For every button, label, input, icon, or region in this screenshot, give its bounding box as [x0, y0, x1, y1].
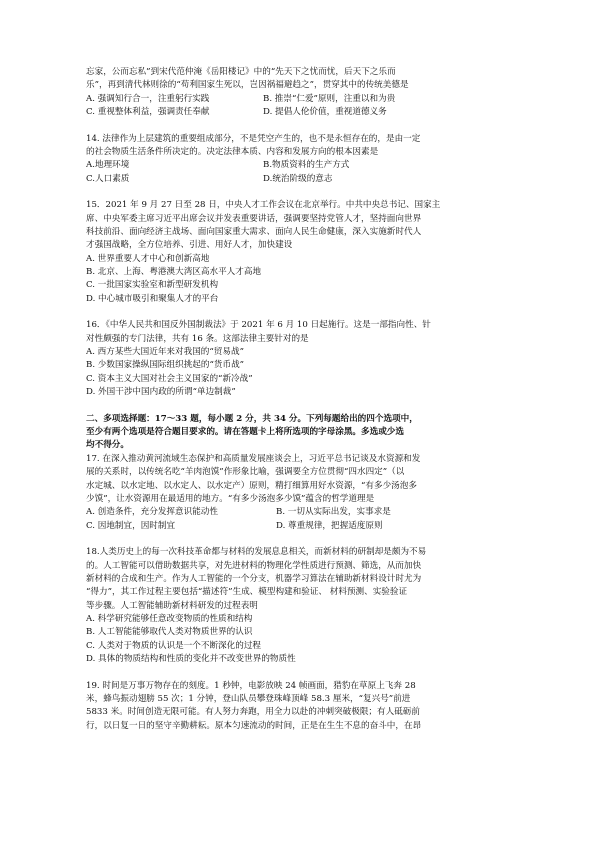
option-c[interactable]: C. 一批国家实验室和新型研发机构 [86, 280, 219, 291]
option-a[interactable]: A. 世界重要人才中心和创新高地 [86, 253, 210, 264]
option-b[interactable]: B. 推崇“仁爱”原则，注重以和为贵 [263, 93, 396, 104]
question-15-line-1: 15．2021 年 9 月 27 日至 28 日，中央人才工作会议在北京举行。中共中央总书记、国家主 [86, 200, 441, 211]
question-17-line-4: 少馍”，让水资源用在最适用的地方。“有多少汤泡多少馍”蕴含的哲学道理是 [86, 493, 375, 504]
option-d[interactable]: D. 提倡人伦价值，重视道德义务 [263, 107, 387, 118]
question-17-options-row-2 [86, 520, 521, 533]
question-14-options-row-2 [86, 173, 521, 186]
question-16 [86, 319, 521, 399]
option-a[interactable]: A. 科学研究能够任意改变物质的性质和结构 [86, 614, 253, 625]
option-c[interactable]: C. 资本主义大国对社会主义国家的“新冷战” [86, 373, 253, 384]
option-a[interactable]: A. 创造条件，充分发挥意识能动性 [86, 507, 218, 518]
question-18-line-4: “得力”，其工作过程主要包括“描述符”生成、模型构建和验证、 材料预测、实验验证 [86, 587, 408, 598]
option-d[interactable]: D. 尊重规律，把握适度原则 [276, 520, 383, 531]
option-b[interactable]: B. 北京、上海、粤港澳大湾区高水平人才高地 [86, 267, 262, 278]
section-2-heading [86, 413, 521, 453]
option-c[interactable]: C. 人类对于物质的认识是一个不断深化的过程 [86, 640, 262, 651]
question-17-line-3: 水定城、以水定地、以水定人、以水定产）原则，精打细算用好水资源，“有多少汤泡多 [86, 480, 417, 491]
question-13-options-row-2 [86, 106, 521, 119]
option-b[interactable]: B.物质资料的生产方式 [263, 160, 350, 171]
question-16-line-1: 16．《中华人民共和国反外国制裁法》于 2021 年 6 月 10 日起施行。这是一部指向性、针 [86, 320, 431, 331]
question-17-options-row-1 [86, 506, 521, 519]
question-13 [86, 66, 521, 120]
option-b[interactable]: B. 一切从实际出发，实事求是 [276, 507, 391, 518]
question-15-line-2: 席、中央军委主席习近平出席会议并发表重要讲话，强调要坚持党管人才，坚持面向世界 [86, 213, 422, 224]
option-d[interactable]: D. 中心城市吸引和聚集人才的平台 [86, 293, 219, 304]
option-a[interactable]: A.地理环境 [86, 160, 130, 171]
question-18-line-5: 等步骤。人工智能辅助新材料研发的过程表明 [86, 600, 258, 611]
question-17-line-1: 17. 在深入推动黄河流域生态保护和高质量发展座谈会上，习近平总书记谈及水资源和发 [86, 453, 421, 464]
question-18-line-3: 新材料的合成和生产。作为人工智能的一个分支，机器学习算法在辅助新材料设计时尤为 [86, 573, 422, 584]
option-b[interactable]: B. 少数国家操纵国际组织挑起的“货币战” [86, 360, 245, 371]
option-a[interactable]: A. 强调知行合一，注重躬行实践 [86, 93, 210, 104]
question-14-options-row-1 [86, 159, 521, 172]
question-18-line-1: 18.人类历史上的每一次科技革命都与材料的发展息息相关，而新材料的研制却是颇为不易 [86, 547, 427, 558]
question-14-line-2: 的社会物质生活条件所决定的。决定法律本质、内容和发展方向的根本因素是 [86, 146, 379, 157]
question-13-line-1: 忘家，公而忘私”到宋代范仲淹《岳阳楼记》中的“先天下之忧而忧，后天下之乐而 [86, 67, 396, 77]
question-15-line-4: 才强国战略，全方位培养、引进、用好人才，加快建设 [86, 240, 293, 251]
question-16-line-2: 对性颇强的专门法律，共有 16 条。这部法律主要针对的是 [86, 333, 309, 344]
option-b[interactable]: B. 人工智能能够取代人类对物质世界的认识 [86, 627, 253, 638]
question-13-options-row-1 [86, 93, 521, 106]
question-19-line-1: 19. 时间是万事万物存在的刻度。1 秒钟，电影放映 24 帧画面，猎豹在草原上飞奔 28 [86, 680, 416, 691]
option-d[interactable]: D. 具体的物质结构和性质的变化并不改变世界的物质性 [86, 654, 296, 665]
question-18-line-2: 的。人工智能可以借助数据共享，对先进材料的物理化学性质进行预测、筛选，从而加快 [86, 560, 422, 571]
question-17 [86, 453, 521, 533]
option-c[interactable]: C. 重视整体利益，强调责任奉献 [86, 107, 210, 118]
question-13-line-2: 乐”，再到清代林则徐的“苟利国家生死以，岂因祸福避趋之”，贯穿其中的传统美德是 [86, 80, 409, 91]
question-19-line-3: 5833 米。时间创造无限可能。有人努力奔跑，用全力以赴的冲刺突破极限；有人砥砺前 [86, 707, 420, 718]
question-14-line-1: 14. 法律作为上层建筑的重要组成部分，不是凭空产生的，也不是永恒存在的，是由一定 [86, 133, 421, 144]
question-17-line-2: 展的关系时，以传统名吃“羊肉泡馍”作形象比喻，强调要全方位贯彻“四水四定”（以 [86, 467, 405, 478]
section-2-line-1: 二、多项选择题：17～33 题，每小题 2 分，共 34 分。下列每题给出的四个选项中， [86, 413, 418, 424]
question-14 [86, 133, 521, 187]
exam-page [86, 66, 521, 733]
option-d[interactable]: D.统治阶级的意志 [263, 173, 333, 184]
option-a[interactable]: A. 西方某些大国近年来对我国的“贸易战” [86, 347, 244, 358]
question-19-line-2: 米，蜂鸟振动翅膀 55 次；1 分钟，登山队员攀登珠峰顶峰 58.3 厘米，“复兴号”前进 [86, 694, 411, 705]
option-c[interactable]: C. 因地制宜，因时制宜 [86, 520, 176, 531]
section-2-line-2: 至少有两个选项是符合题目要求的。请在答题卡上将所选项的字母涂黑。多选或少选 [86, 426, 404, 437]
question-15-line-3: 科技前沿、面向经济主战场、面向国家重大需求、面向人民生命健康，深入实施新时代人 [86, 226, 422, 237]
question-15 [86, 199, 521, 306]
question-18 [86, 546, 521, 667]
question-19 [86, 680, 521, 734]
section-2-line-3: 均不得分。 [86, 440, 129, 451]
question-19-line-4: 行，以日复一日的坚守辛勤耕耘。原本匀速流动的时间，正是在生生不息的奋斗中，在昂 [86, 720, 422, 731]
option-c[interactable]: C.人口素质 [86, 173, 130, 184]
option-d[interactable]: D. 外国干涉中国内政的所谓“单边制裁” [86, 387, 236, 398]
